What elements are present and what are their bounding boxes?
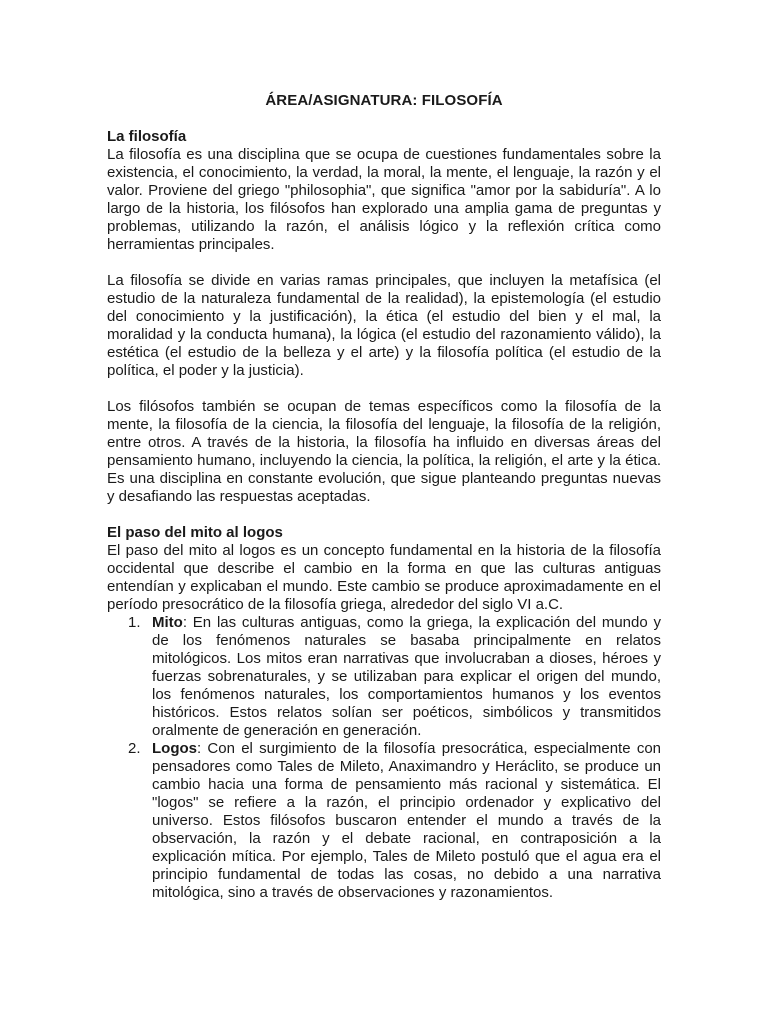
list-number: 2.: [128, 740, 141, 757]
document-page: [107, 92, 661, 902]
list-item-logos: [128, 740, 661, 902]
list-term: Mito: [152, 614, 183, 631]
section-heading-la-filosofia: La filosofía: [107, 128, 187, 145]
list-text: : Con el surgimiento de la filosofía presocrática, especialmente con pensadores como Tales de Mileto, Anaximandro y Heráclito, se produce un cambio hacia una forma de pensamiento más racional y sistemática. El "logos" se refiere a la razón, el principio ordenador y explicativo del universo. Estos filósofos buscaron entender el mundo a través de la observación, la razón y el debate racional, en contraposición a la explicación mítica. Por ejemplo, Tales de Mileto postuló que el agua era el principio fundamental de todas las cosas, no debido a una narrativa mitológica, sino a través de observaciones y razonamientos.: [152, 740, 661, 901]
section-heading-mito-logos: El paso del mito al logos: [107, 524, 283, 541]
list-number: 1.: [128, 614, 141, 631]
list-text: : En las culturas antiguas, como la griega, la explicación del mundo y de los fenómenos naturales se basaba principalmente en relatos mitológicos. Los mitos eran narrativas que involucraban a dioses, héroes y fuerzas sobrenaturales, y se utilizaban para explicar el origen del mundo, los fenómenos naturales, los comportamientos humanos y los eventos históricos. Estos relatos solían ser poéticos, simbólicos y transmitidos oralmente de generación en generación.: [152, 614, 661, 739]
paragraph-mito-logos-intro: El paso del mito al logos es un concepto fundamental en la historia de la filosofía occidental que describe el cambio en la forma en que las culturas antiguas entendían y explicaban el mundo. Este cambio se produce aproximadamente en el período presocrático de la filosofía griega, alrededor del siglo VI a.C.: [107, 542, 661, 613]
numbered-list: [107, 614, 661, 902]
list-term: Logos: [152, 740, 197, 757]
paragraph-definition: La filosofía es una disciplina que se ocupa de cuestiones fundamentales sobre la existencia, el conocimiento, la verdad, la moral, la mente, el lenguaje, la razón y el valor. Proviene del griego "philosophia", que significa "amor por la sabiduría". A lo largo de la historia, los filósofos han explorado una amplia gama de preguntas y problemas, utilizando la razón, el análisis lógico y la reflexión crítica como herramientas principales.: [107, 146, 661, 253]
paragraph-branches: La filosofía se divide en varias ramas principales, que incluyen la metafísica (el estudio de la naturaleza fundamental de la realidad), la epistemología (el estudio del conocimiento y la justificación), la ética (el estudio del bien y el mal, la moralidad y la conducta humana), la lógica (el estudio del razonamiento válido), la estética (el estudio de la belleza y el arte) y la filosofía política (el estudio de la política, el poder y la justicia).: [107, 272, 661, 379]
list-item-mito: [128, 614, 661, 740]
paragraph-topics: Los filósofos también se ocupan de temas específicos como la filosofía de la mente, la filosofía de la ciencia, la filosofía del lenguaje, la filosofía de la religión, entre otros. A través de la historia, la filosofía ha influido en diversas áreas del pensamiento humano, incluyendo la ciencia, la política, la religión, el arte y la ética. Es una disciplina en constante evolución, que sigue planteando preguntas nuevas y desafiando las respuestas aceptadas.: [107, 398, 661, 505]
document-title: ÁREA/ASIGNATURA: FILOSOFÍA: [265, 92, 503, 109]
